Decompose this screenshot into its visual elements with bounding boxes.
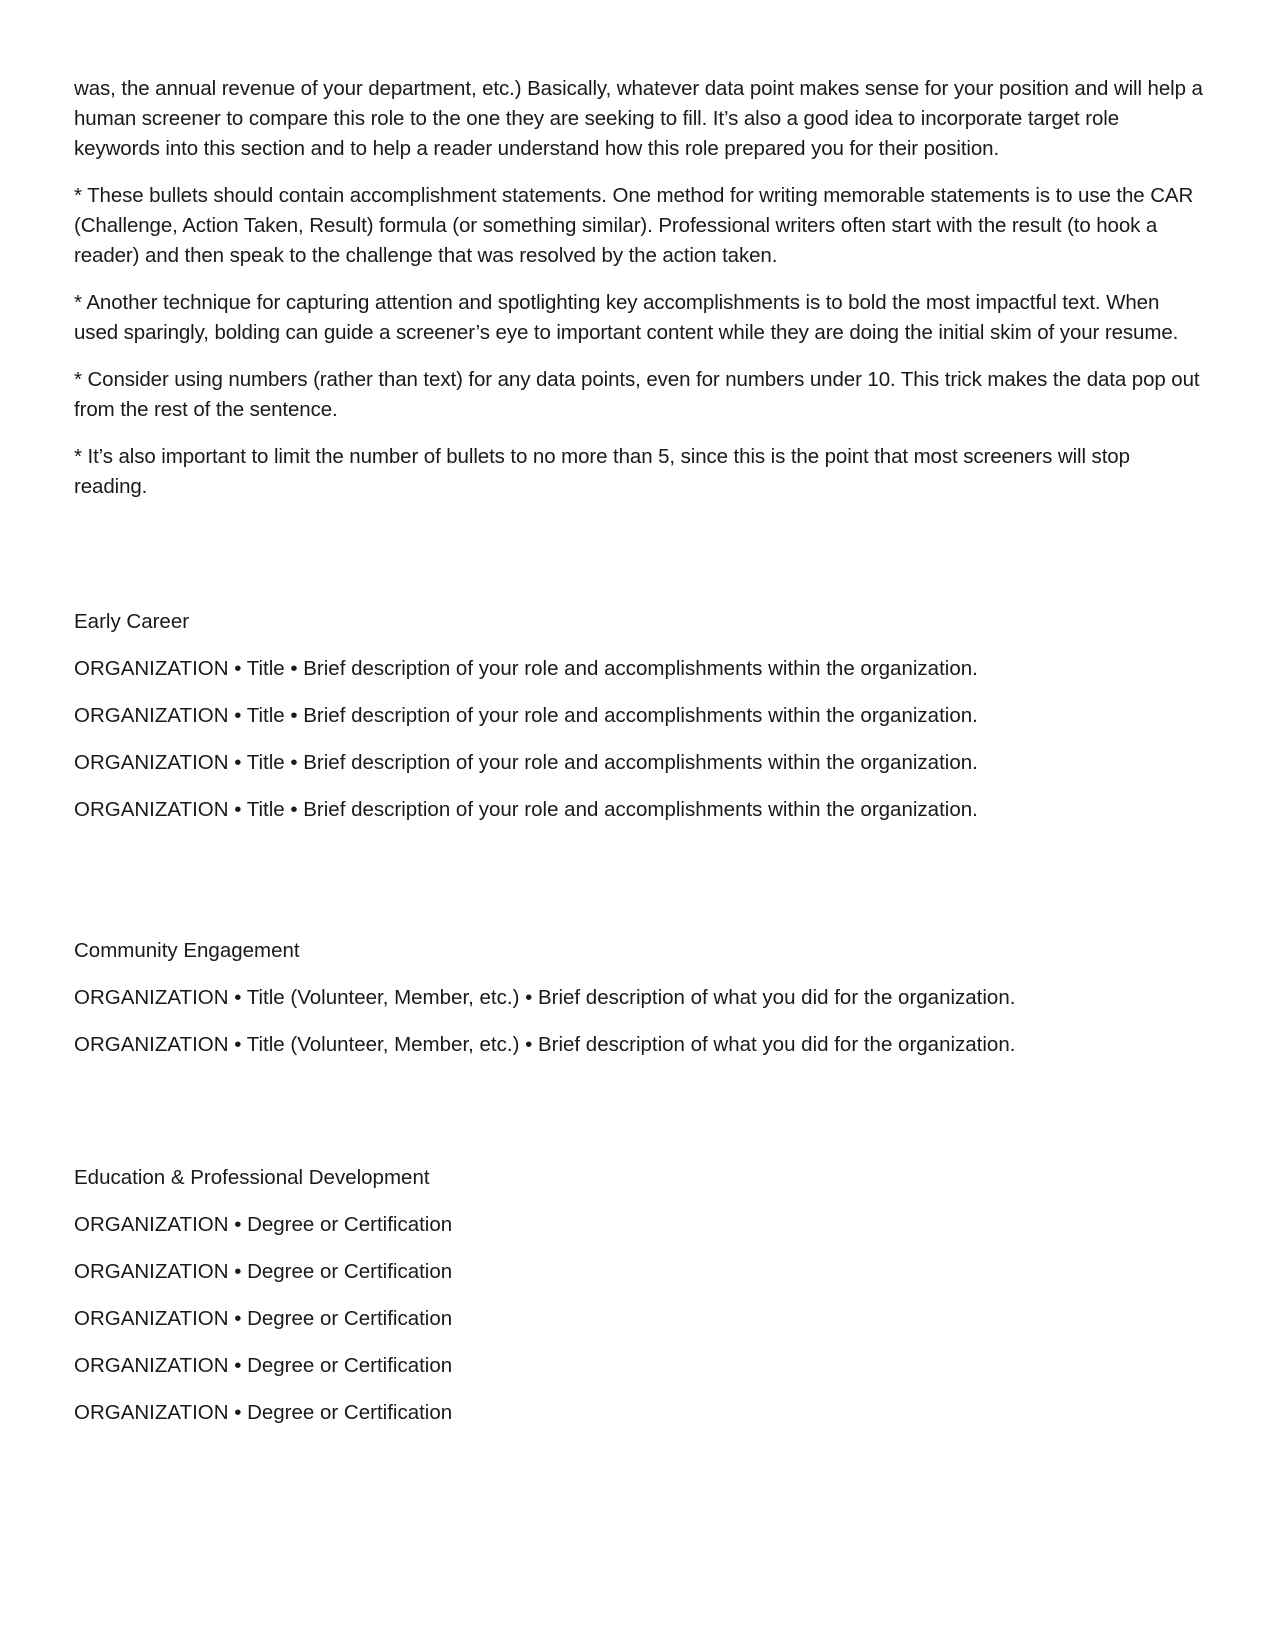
bullet-paragraph-car: * These bullets should contain accomplishment statements. One method for writing memorable statements is to use the CAR (Challenge, Action Taken, Result) formula (or something similar). Professional writers often start with the result (to hook a reader) and then speak to the challenge that was resolved by the action taken.	[74, 184, 1194, 267]
community-entry: ORGANIZATION • Title (Volunteer, Member, etc.) • Brief description of what you did for the organization.	[74, 1033, 1016, 1056]
education-entry: ORGANIZATION • Degree or Certification	[74, 1260, 453, 1283]
experience-entry: ORGANIZATION • Title • Brief description of your role and accomplishments within the organization.	[74, 704, 978, 727]
education-entry: ORGANIZATION • Degree or Certification	[74, 1307, 453, 1330]
experience-entry: ORGANIZATION • Title • Brief description of your role and accomplishments within the organization.	[74, 798, 978, 821]
community-entry: ORGANIZATION • Title (Volunteer, Member, etc.) • Brief description of what you did for the organization.	[74, 986, 1016, 1009]
intro-paragraph-1: was, the annual revenue of your department, etc.) Basically, whatever data point makes sense for your position and will help a human screener to compare this role to the one they are seeking to fill. It’s also a good idea to incorporate target role keywords into this section and to help a reader understand how this role prepared you for their position.	[74, 77, 1203, 160]
section-heading: Community Engagement	[74, 939, 300, 962]
section-heading: Education & Professional Development	[74, 1166, 430, 1189]
spacer	[74, 519, 1204, 607]
spacer	[74, 1077, 1204, 1163]
bullet-paragraph-numbers: * Consider using numbers (rather than text) for any data points, even for numbers under 10. This trick makes the data pop out from the rest of the sentence.	[74, 368, 1200, 421]
education-entry: ORGANIZATION • Degree or Certification	[74, 1213, 453, 1236]
bullet-paragraph-limit: * It’s also important to limit the number of bullets to no more than 5, since this is the point that most screeners will stop reading.	[74, 445, 1130, 498]
spacer	[74, 842, 1204, 936]
early-career-section	[74, 607, 1204, 825]
experience-entry: ORGANIZATION • Title • Brief description of your role and accomplishments within the organization.	[74, 657, 978, 680]
bullet-paragraph-bold: * Another technique for capturing attention and spotlighting key accomplishments is to bold the most impactful text. When used sparingly, bolding can guide a screener’s eye to important content while they are doing the initial skim of your resume.	[74, 291, 1179, 344]
education-entry: ORGANIZATION • Degree or Certification	[74, 1354, 453, 1377]
section-heading: Early Career	[74, 610, 190, 633]
education-section	[74, 1163, 1204, 1428]
education-entry: ORGANIZATION • Degree or Certification	[74, 1401, 453, 1424]
community-engagement-section	[74, 936, 1204, 1060]
document-page	[74, 74, 1204, 1445]
experience-entry: ORGANIZATION • Title • Brief description of your role and accomplishments within the organization.	[74, 751, 978, 774]
